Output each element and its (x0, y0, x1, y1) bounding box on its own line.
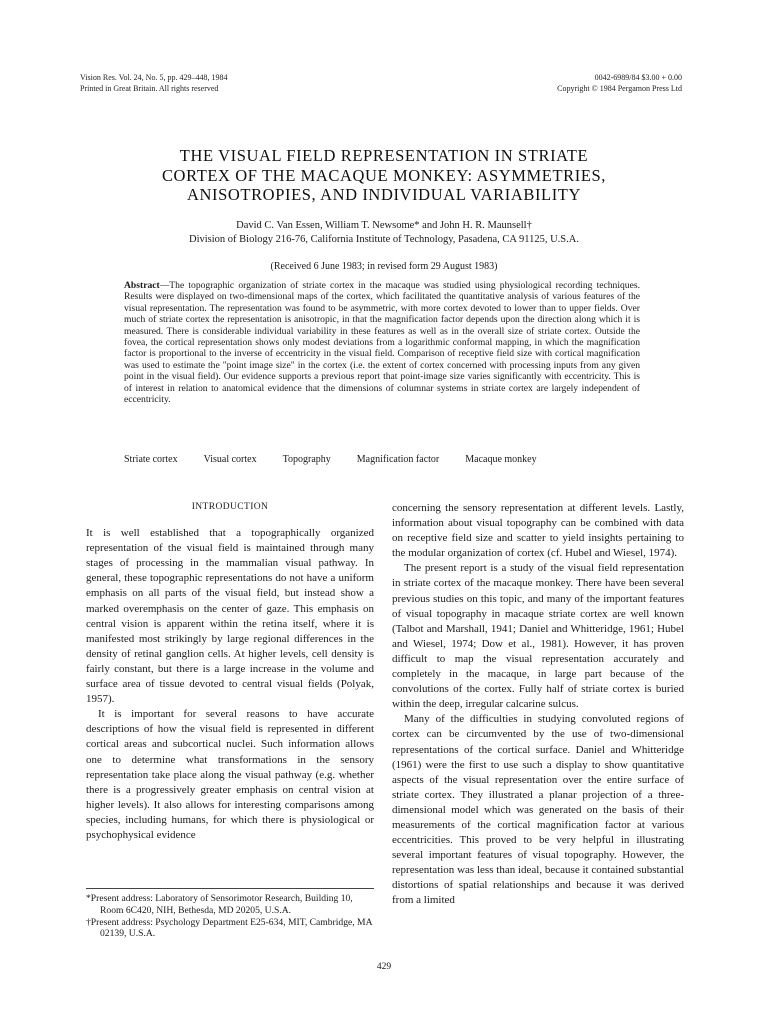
copyright-notice (557, 72, 682, 94)
page-number: 429 (376, 962, 392, 972)
journal-citation (80, 72, 227, 94)
abstract-text: —The topographic organization of striate cortex in the macaque was studied using physiological recording techniques. Results were displayed on two-dimensional maps of the cortex, which facilitated the quantitative analysis of various features of the visual representation. The representation was found to be asymmetric, with more cortex devoted to lower than to upper fields. Over much of striate cortex the representation is anisotropic, in that the magnification factor depends upon the direction along which it is measured. There is considerable individual variability in these features as well as in the overall size of striate cortex. Outside the fovea, the cortical representation shows only modest deviations from a logarithmic conformal mapping, in which the magnification factor is proportional to the inverse of eccentricity in the visual field. Comparison of receptive field size with cortical magnification was used to estimate the "point image size" in the cortex (i.e. the extent of cortex concerned with processing inputs from any given point in the visual field). Our evidence supports a previous report that point-image size varies significantly with eccentricity. This is of interest in relation to anatomical evidence that the dimensions of columnar systems in striate cortex are largely independent of eccentricity. (124, 280, 640, 406)
keyword: Magnification factor (356, 454, 440, 465)
section-heading-introduction: INTRODUCTION (191, 502, 269, 512)
abstract (124, 280, 640, 405)
journal-citation-line-2: Printed in Great Britain. All rights reserved (80, 84, 219, 93)
keyword: Striate cortex (124, 454, 178, 465)
issn-price-line: 0042-6989/84 $3.00 + 0.00 (594, 73, 682, 82)
journal-citation-line-1: Vision Res. Vol. 24, No. 5, pp. 429–448, 1984 (80, 73, 228, 82)
footnote: *Present address: Laboratory of Sensorimotor Research, Building 10, Room 6C420, NIH, Bethesda, MD 20205, U.S.A. (86, 893, 353, 916)
keyword: Topography (282, 454, 331, 465)
author-list: David C. Van Essen, William T. Newsome* and John H. R. Maunsell† (236, 220, 532, 231)
footnotes (86, 893, 374, 940)
body-paragraph: It is well established that a topographically organized representation of the visual field is maintained through many stages of processing in the mammalian visual pathway. In general, these topographic representations do not have a uniform emphasis on all parts of the visual field, but instead show a marked overemphasis on the center of gaze. This emphasis on central vision is apparent within the retina itself, where it is manifested most strikingly by large regional differences in the density of retinal ganglion cells. At higher levels, cell density is fairly constant, but there is a large increase in the volume and surface area of tissue devoted to central visual fields (Polyak, 1957). (86, 527, 374, 706)
keyword-list (124, 453, 644, 467)
right-column (392, 501, 684, 909)
body-paragraph: It is important for several reasons to have accurate descriptions of how the visual field is represented in different cortical areas and subcortical nuclei. Such information allows one to determine what transformations in the sensory representation take place along the visual pathway (e.g. whether there is a progressively greater emphasis on central vision at higher levels). It also allows for interesting comparisons among species, including humans, for which there is physiological or psychophysical evidence (86, 708, 374, 841)
affiliation: Division of Biology 216-76, California Institute of Technology, Pasadena, CA 91125, U.S.A. (189, 234, 579, 245)
body-paragraph: concerning the sensory representation at different levels. Lastly, information about visual topography can be combined with data on receptive field size and scatter to yield insights pertaining to the modular organization of cortex (cf. Hubel and Wiesel, 1974). (392, 502, 684, 560)
left-column (86, 500, 374, 843)
received-dates: (Received 6 June 1983; in revised form 29 August 1983) (270, 261, 498, 272)
paper-title: THE VISUAL FIELD REPRESENTATION IN STRIATE CORTEX OF THE MACAQUE MONKEY: ASYMMETRIES, ANISOTROPIES, AND INDIVIDUAL VARIABILITY (161, 146, 607, 204)
copyright-line: Copyright © 1984 Pergamon Press Ltd (557, 84, 682, 93)
keyword: Visual cortex (203, 454, 257, 465)
footnote-divider (86, 888, 374, 889)
footnote: †Present address: Psychology Department E25-634, MIT, Cambridge, MA 02139, U.S.A. (86, 916, 372, 940)
abstract-label: Abstract (124, 280, 160, 291)
body-paragraph: Many of the difficulties in studying convoluted regions of cortex can be circumvented by the use of two-dimensional representations of the cortical surface. Daniel and Whitteridge (1961) were the first to use such a display to show quantitative aspects of the visual representation over the entire surface of striate cortex. They illustrated a planar projection of a three-dimensional model which was generated on the basis of their measurements of the cortical magnification factor at various eccentricities. This proved to be very helpful in illustrating several important features of visual topography. However, the representation was less than ideal, because it contained substantial distortions of spatial relationships and because it was derived from a limited (392, 713, 684, 907)
body-paragraph: The present report is a study of the visual field representation in striate cortex of the macaque monkey. There have been several previous studies on this topic, and many of the important features of visual topography in macaque striate cortex are well known (Talbot and Marshall, 1941; Daniel and Whitteridge, 1961; Hubel and Wiesel, 1974; Dow et al., 1981). However, it has proven difficult to map the visual representation accurately and completely in the macaque, in large part because of the convolutions of the cortex. Fully half of striate cortex is buried within the deep, irregular calcarine sulcus. (392, 562, 684, 711)
keyword: Macaque monkey (465, 454, 537, 465)
